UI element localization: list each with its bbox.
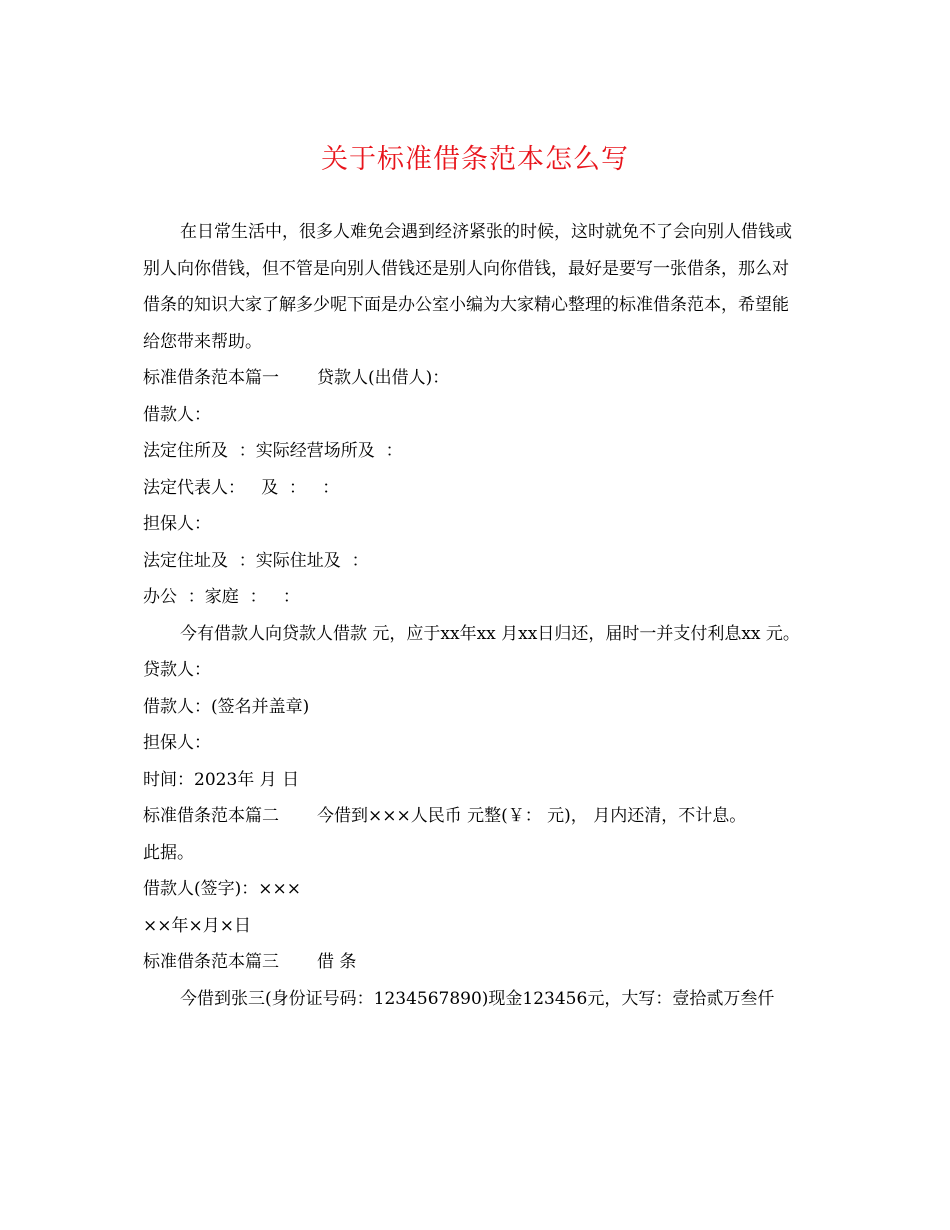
section1-line: 借款人： [143,404,211,425]
section1-heading: 标准借条范本篇一 [143,368,279,388]
section2-line: 借款人(签字)：××× [143,879,301,899]
section3-paragraph: 今借到张三(身份证号码：1234567890)现金123456元，大写：壹拾贰万叁仟 [180,988,775,1009]
section1-signature: 时间：2023年 月 日 [143,769,300,790]
section2-line: ××年×月×日 [143,915,251,936]
section1-line: 法定代表人： 及 ： ： [143,477,340,498]
section3-heading: 标准借条范本篇三 [143,952,279,972]
section1-line: 办公 ：家庭 ： ： [143,587,300,607]
section1-heading-line [143,360,803,397]
section1-signature: 贷款人： [143,660,211,680]
document-title: 关于标准借条范本怎么写 [321,144,629,175]
section2-line: 此据。 [143,842,194,863]
section1-line: 担保人： [143,514,211,534]
section1-signature: 借款人：(签名并盖章) [143,696,310,717]
section1-paragraph: 今有借款人向贷款人借款 元，应于xx年xx 月xx日归还，届时一并支付利息xx 元。 [180,623,800,644]
section2-lead: 今借到×××人民币 元整(￥： 元)， 月内还清，不计息。 [317,806,747,826]
section3-lead: 借 条 [317,952,357,972]
section1-line: 法定住所及 ：实际经营场所及 ： [143,441,403,461]
section1-signature: 担保人： [143,733,211,753]
section1-line: 法定住址及 ：实际住址及 ： [143,550,369,571]
intro-paragraph: 在日常生活中，很多人难免会遇到经济紧张的时候，这时就免不了会向别人借钱或别人向你借钱，但不管是向别人借钱还是别人向你借钱，最好是要写一张借条，那么对借条的知识大家了解多少呢下面是办公室小编为大家精心整理的标准借条范本，希望能给您带来帮助。 [143,222,792,352]
document-body [143,214,803,1017]
section1-lead: 贷款人(出借人)： [317,368,450,388]
section2-heading-line [143,798,803,835]
section3-heading-line [143,944,803,981]
section2-heading: 标准借条范本篇二 [143,806,279,826]
